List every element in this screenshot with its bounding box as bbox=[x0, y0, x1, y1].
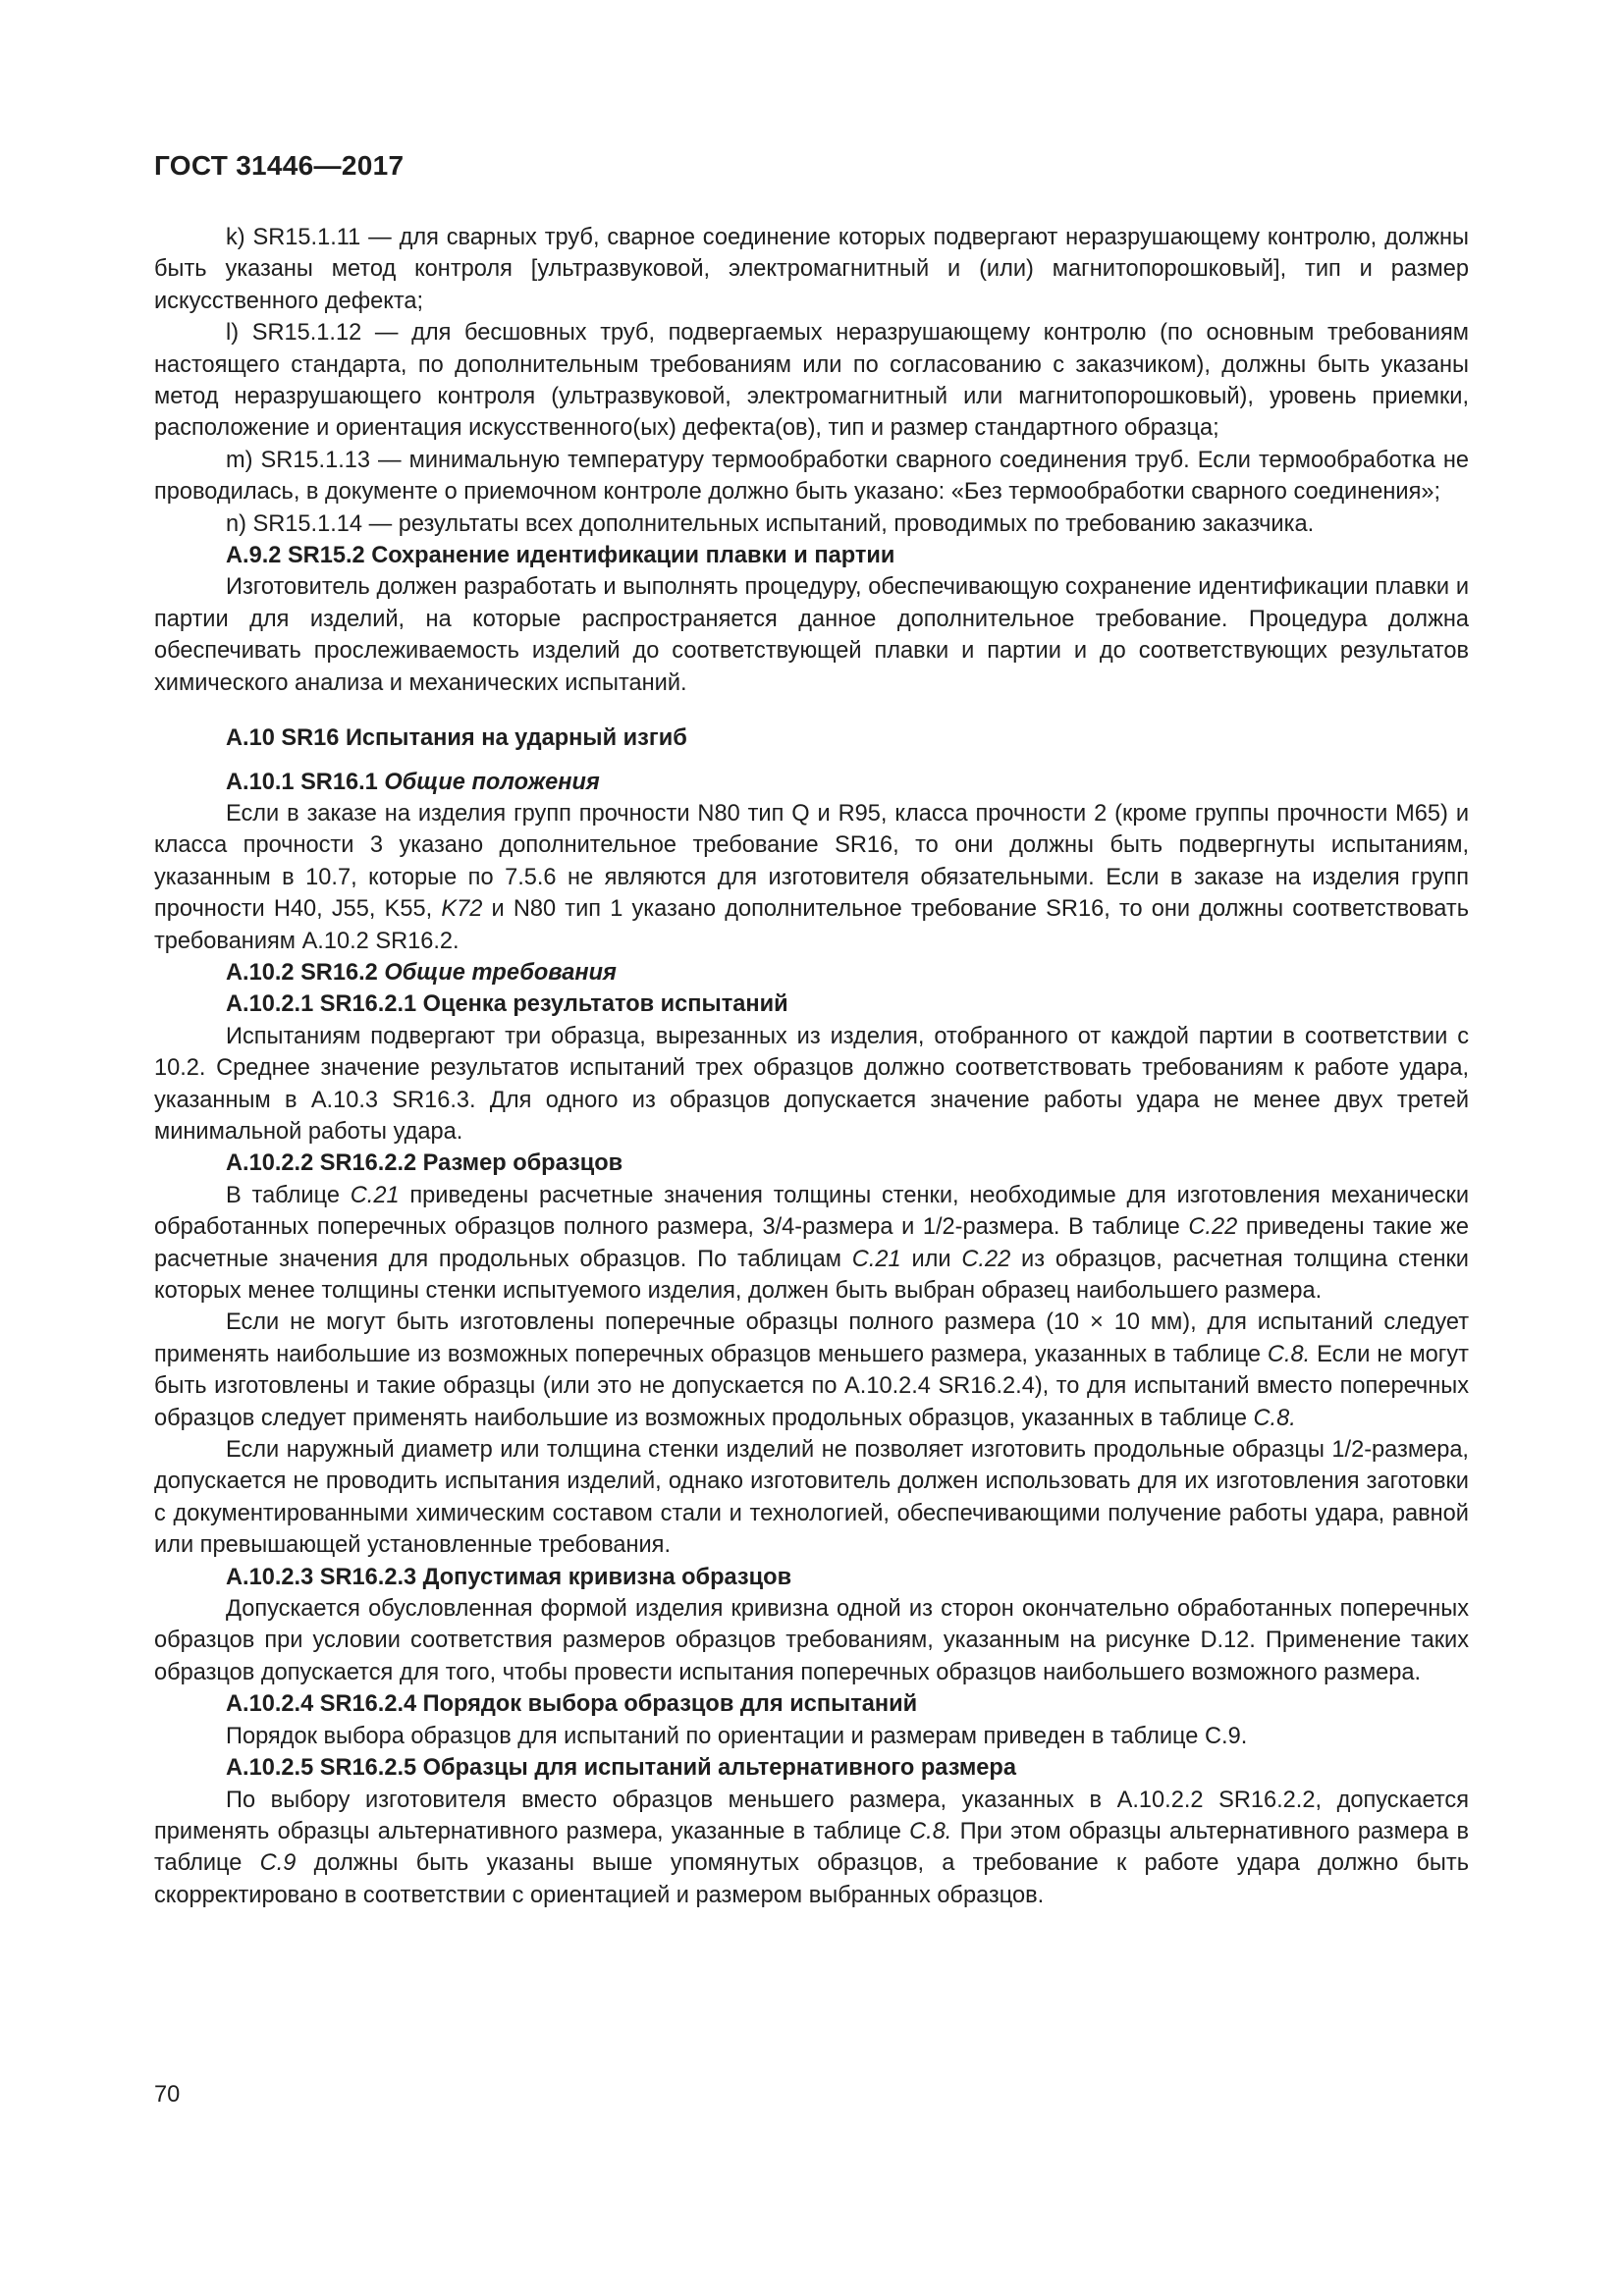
paragraph-item-m: m) SR15.1.13 — минимальную температуру термообработки сварного соединения труб. Если термообработка не проводилась, в документе о приемочном контроле должно быть указано: «Без термообработки сварного соединения»; bbox=[154, 447, 1469, 506]
heading-prefix: А.10.1 SR16.1 bbox=[226, 769, 385, 795]
paragraph-item-l: l) SR15.1.12 — для бесшовных труб, подвергаемых неразрушающему контролю (по основным требованиям настоящего стандарта, по дополнительным требованиям или по согласованию с заказчиком), должны быть указаны метод неразрушающего контроля (ультразвуковой, электромагнитный или магнитопорошковый), уровень приемки, расположение и ориентация искусственного(ых) дефекта(ов), тип и размер стандартного образца; bbox=[154, 320, 1469, 442]
text-run: В таблице bbox=[226, 1182, 351, 1208]
italic-run: С.9 bbox=[259, 1850, 297, 1877]
section-heading-a10-2-4: А.10.2.4 SR16.2.4 Порядок выбора образцов для испытаний bbox=[226, 1691, 918, 1718]
heading-prefix: А.10.2 SR16.2 bbox=[226, 959, 385, 986]
italic-run: С.8. bbox=[1267, 1341, 1311, 1367]
italic-run: K72 bbox=[441, 896, 483, 923]
text-run: приведены расчетные значения толщины стенки, необходимые для изготовления механически обработанных поперечных образцов полного размера, 3/4-размера и 1/2-размера. В таблице bbox=[154, 1182, 1470, 1241]
italic-run: С.21 bbox=[350, 1182, 400, 1208]
page-body bbox=[154, 222, 1469, 1911]
section-heading-a9-2: А.9.2 SR15.2 Сохранение идентификации плавки и партии bbox=[226, 543, 895, 569]
italic-run: С.8. bbox=[909, 1818, 952, 1844]
section-heading-a10-2 bbox=[154, 957, 1469, 988]
heading-title: Общие требования bbox=[384, 959, 617, 986]
document-header: ГОСТ 31446—2017 bbox=[154, 150, 405, 181]
section-heading-a10-1 bbox=[154, 767, 1469, 798]
text-run: или bbox=[900, 1246, 962, 1272]
section-heading-a10-2-3: А.10.2.3 SR16.2.3 Допустимая кривизна образцов bbox=[226, 1564, 792, 1590]
paragraph-a10-2-5 bbox=[154, 1785, 1469, 1912]
section-heading-a10-2-2: А.10.2.2 SR16.2.2 Размер образцов bbox=[226, 1150, 623, 1177]
section-heading-a10: А.10 SR16 Испытания на ударный изгиб bbox=[226, 725, 687, 752]
paragraph-item-n: n) SR15.1.14 — результаты всех дополнительных испытаний, проводимых по требованию заказчика. bbox=[226, 510, 1315, 537]
text-run: Если в заказе на изделия групп прочности N80 тип Q и R95, класса прочности 2 (кроме группы прочности M65) и класса прочности 3 указано дополнительное требование SR16, то они должны быть подвергнуты испытаниям, указанным в 10.7, которые по 7.5.6 не являются для изготовителя обязательными. Если в заказе на изделия групп прочности H40, J55, K55, bbox=[154, 800, 1469, 923]
italic-run: С.21 bbox=[851, 1246, 901, 1272]
italic-run: С.22 bbox=[1188, 1214, 1238, 1241]
paragraph-a10-2-3: Допускается обусловленная формой изделия кривизна одной из сторон окончательно обработанных поперечных образцов при условии соответствия размеров образцов требованиям, указанным на рисунке D.12. Применение таких образцов допускается для того, чтобы провести испытания поперечных образцов наибольшего возможного размера. bbox=[154, 1596, 1469, 1685]
paragraph-a10-2-2-second bbox=[154, 1307, 1469, 1434]
text-run: При этом образцы альтернативного размера в таблице bbox=[154, 1818, 1469, 1877]
italic-run: С.22 bbox=[961, 1246, 1011, 1272]
text-run: приведены такие же расчетные значения для продольных образцов. По таблицам bbox=[154, 1214, 1469, 1272]
paragraph-a9-2: Изготовитель должен разработать и выполнять процедуру, обеспечивающую сохранение идентификации плавки и партии для изделий, на которые распространяется данное дополнительное требование. Процедура должна обеспечивать прослеживаемость изделий до соответствующей плавки и партии и до соответствующих результатов химического анализа и механических испытаний. bbox=[154, 574, 1469, 696]
text-run: Если не могут быть изготовлены и такие образцы (или это не допускается по А.10.2.4 SR16.2.4), то для испытаний вместо поперечных образцов следует применять наибольшие из возможных продольных образцов, указанных в таблице bbox=[154, 1341, 1469, 1431]
section-heading-a10-2-5: А.10.2.5 SR16.2.5 Образцы для испытаний альтернативного размера bbox=[226, 1755, 1016, 1782]
section-heading-a10-2-1: А.10.2.1 SR16.2.1 Оценка результатов испытаний bbox=[226, 991, 788, 1018]
paragraph-a10-1 bbox=[154, 798, 1469, 957]
page-number: 70 bbox=[154, 2082, 181, 2108]
paragraph-a10-2-2-third: Если наружный диаметр или толщина стенки изделий не позволяет изготовить продольные образцы 1/2-размера, допускается не проводить испытания изделий, однако изготовитель должен использовать для их изготовления заготовки с документированными химическим составом стали и технологией, обеспечивающими получение работы удара, равной или превышающей установленные требования. bbox=[154, 1437, 1469, 1559]
text-run: Если не могут быть изготовлены поперечные образцы полного размера (10 × 10 мм), для испытаний следует применять наибольшие из возможных поперечных образцов меньшего размера, указанных в таблице bbox=[154, 1309, 1469, 1367]
text-run: По выбору изготовителя вместо образцов меньшего размера, указанных в А.10.2.2 SR16.2.2, допускается применять образцы альтернативного размера, указанные в таблице bbox=[154, 1787, 1469, 1844]
paragraph-a10-2-1: Испытаниям подвергают три образца, вырезанных из изделия, отобранного от каждой партии в соответствии с 10.2. Среднее значение результатов испытаний трех образцов должно соответствовать требованиям к работе удара, указанным в А.10.3 SR16.3. Для одного из образцов допускается значение работы удара не менее двух третей минимальной работы удара. bbox=[154, 1023, 1469, 1145]
italic-run: С.8. bbox=[1253, 1405, 1296, 1431]
text-run: и N80 тип 1 указано дополнительное требование SR16, то они должны соответствовать требованиям А.10.2 SR16.2. bbox=[154, 896, 1470, 954]
text-run: из образцов, расчетная толщина стенки которых менее толщины стенки испытуемого изделия, должен быть выбран образец наибольшего размера. bbox=[154, 1246, 1469, 1304]
paragraph-item-k: k) SR15.1.11 — для сварных труб, сварное соединение которых подвергают неразрушающему контролю, должны быть указаны метод контроля [ультразвуковой, электромагнитный и (или) магнитопорошковый], тип и размер искусственного дефекта; bbox=[154, 225, 1469, 314]
text-run: должны быть указаны выше упомянутых образцов, а требование к работе удара должно быть скорректировано в соответствии с ориентацией и размером выбранных образцов. bbox=[154, 1850, 1469, 1908]
paragraph-a10-2-4: Порядок выбора образцов для испытаний по ориентации и размерам приведен в таблице С.9. bbox=[226, 1723, 1248, 1749]
paragraph-a10-2-2-first bbox=[154, 1180, 1469, 1308]
heading-title: Общие положения bbox=[384, 769, 600, 795]
